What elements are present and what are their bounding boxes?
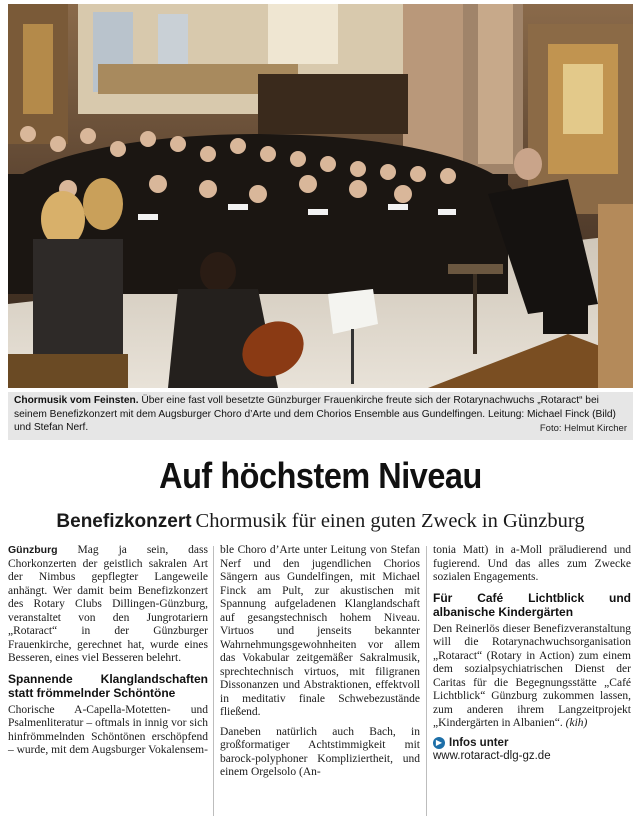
paragraph	[433, 623, 631, 731]
arrow-right-icon: ▶	[433, 737, 445, 749]
article-column-1	[8, 544, 208, 764]
column-rule	[213, 546, 214, 816]
subheadline-line	[0, 510, 641, 533]
caption-text: Über eine fast voll besetzte Günzburger Frauenkirche freute sich der Rotarynachwuchs „Rotaract“ bei seinem Benefizkonzert mit dem Augsburger Choro d’Arte und dem Chorios Ensemble aus Gundelfingen. Leitung: Michael Finck (Bild) und Stefan Nerf.	[14, 395, 616, 434]
kicker: Benefizkonzert	[56, 511, 192, 532]
caption-lead: Chormusik vom Feinsten.	[14, 395, 139, 406]
paragraph-text: Mag ja sein, dass Chorkonzerten der geistlich sakralen Art der Nimbus gepflegter Langeweile anhängt. Wer damit beim Benefizkonzert des Rotary Clubs Dillingen-Günzburg, veranstaltet von den Jungrotariern „Rotaract“ in der Günzburger Frauenkirche, gerechnet hat, wurde eines Besseren, eines viel Besseren belehrt.	[8, 544, 208, 664]
subheadline: Chormusik für einen guten Zweck in Günzburg	[195, 510, 585, 532]
infos-block	[433, 737, 631, 751]
article-column-2	[220, 544, 420, 786]
photo-caption	[8, 392, 633, 440]
headline: Auf höchstem Niveau	[159, 455, 482, 496]
paragraph	[8, 544, 208, 666]
dateline: Günzburg	[8, 544, 58, 556]
subhead: Spannende Klanglandschaften statt frömmelnder Schöntöne	[8, 671, 208, 700]
subhead: Für Café Lichtblick und albanische Kindergärten	[433, 590, 631, 619]
photo-credit: Foto: Helmut Kircher	[539, 423, 627, 435]
infos-label: Infos unter	[449, 736, 509, 749]
paragraph: Chorische A-Capella-Motetten- und Psalmenliteratur – oftmals in innig vor sich hinfrömmelnden Schöntönen erschöpfend – wurde, mit dem Augsburger Vokalensem-	[8, 703, 208, 756]
paragraph: tonia Matt) in a-Moll präludierend und fugierend. Und das alles zum Zwecke sozialen Engagements.	[433, 544, 631, 583]
paragraph: Daneben natürlich auch Bach, in großformatiger Achtstimmigkeit mit barock-polyphoner Kompliziertheit, und einem Orgelsolo (An-	[220, 725, 420, 778]
concert-photo	[8, 4, 633, 388]
paragraph-text: Den Reinerlös dieser Benefizveranstaltung will die Rotarynachwuchsorganisation „Rotaract“ (Rotary in Action) zum einem dem sozialpsychiatrischen Dienst der Caritas für die Begegnungsstätte „Café Lichtblick“ Günzburg zukommen lassen, zum anderen ihrem Langzeitprojekt „Kindergärten in Albanien“.	[433, 622, 631, 729]
author-signature: (kih)	[562, 717, 588, 729]
infos-link[interactable]: www.rotaract-dlg-gz.de	[433, 750, 551, 763]
column-rule	[426, 546, 427, 816]
article-column-3	[433, 544, 631, 764]
paragraph: ble Choro d’Arte unter Leitung von Stefan Nerf und den jugendlichen Chorios Sängern aus Gundelfingen, mit Michael Finck am Pult, zur akustischen mit Spannung aufgeladenen Klanglandschaft auf gesangstechnisch hohem Niveau. Virtuos und jenseits bekannter Wahrnehmungsgewohnheiten vor allem das Vokabular zeitgemäßer Sakralmusik, sprechtechnisch virtuos, mit filigranen Dissonanzen und Abstraktionen, effektvoll in meditativ finale Schwebezustände fließend.	[220, 544, 420, 718]
